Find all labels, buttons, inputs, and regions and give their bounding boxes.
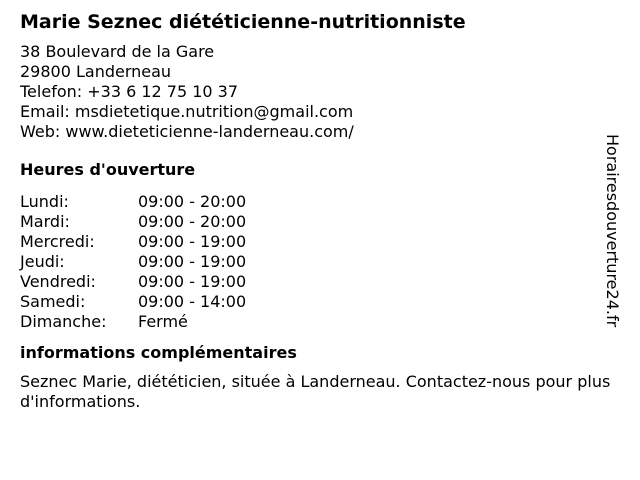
time-range: 09:00 - 19:00: [138, 272, 247, 291]
website-line: Web: www.dieteticienne-landerneau.com/: [20, 122, 354, 141]
hours-row: [20, 312, 246, 332]
business-card: [20, 10, 620, 412]
time-range: 09:00 - 20:00: [138, 192, 247, 211]
hours-row: [20, 232, 246, 252]
email-line: Email: msdietetique.nutrition@gmail.com: [20, 102, 354, 121]
opening-hours-heading: Heures d'ouverture: [20, 160, 196, 179]
hours-row: [20, 192, 246, 212]
contact-block: [20, 42, 620, 142]
time-range: 09:00 - 20:00: [138, 212, 247, 231]
day-label: Mercredi:: [20, 232, 95, 251]
time-range: 09:00 - 14:00: [138, 292, 247, 311]
additional-info-text: Seznec Marie, diététicien, située à Landerneau. Contactez-nous pour plus d'informations.: [20, 372, 611, 411]
city-line: 29800 Landerneau: [20, 62, 172, 81]
opening-hours-table: [20, 192, 246, 332]
day-label: Mardi:: [20, 212, 70, 231]
site-watermark-text: Horairesdouverture24.fr: [603, 134, 622, 328]
phone-line: Telefon: +33 6 12 75 10 37: [20, 82, 239, 101]
hours-row: [20, 272, 246, 292]
time-range: Fermé: [138, 312, 188, 331]
day-label: Jeudi:: [20, 252, 65, 271]
day-label: Vendredi:: [20, 272, 96, 291]
additional-info-heading: informations complémentaires: [20, 343, 297, 362]
time-range: 09:00 - 19:00: [138, 232, 247, 251]
street-address: 38 Boulevard de la Gare: [20, 42, 215, 61]
day-label: Dimanche:: [20, 312, 107, 331]
time-range: 09:00 - 19:00: [138, 252, 247, 271]
hours-row: [20, 252, 246, 272]
hours-row: [20, 212, 246, 232]
day-label: Samedi:: [20, 292, 86, 311]
hours-row: [20, 292, 246, 312]
business-name: Marie Seznec diététicienne-nutritionniste: [20, 11, 466, 33]
day-label: Lundi:: [20, 192, 69, 211]
